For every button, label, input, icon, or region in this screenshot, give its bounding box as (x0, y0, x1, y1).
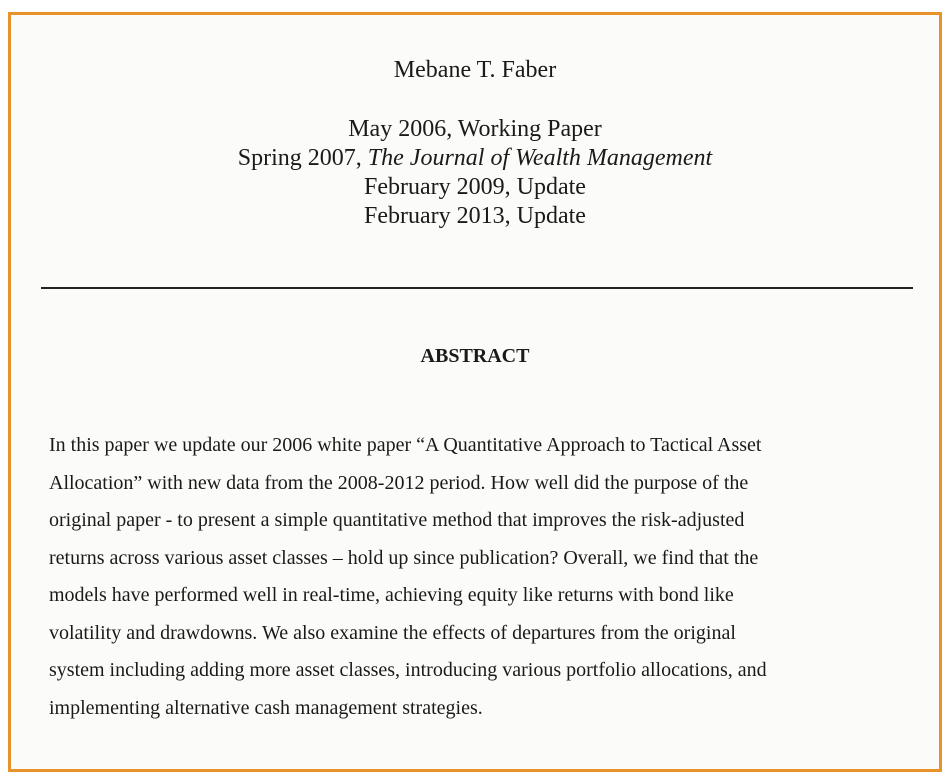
abstract-heading: ABSTRACT (420, 345, 530, 367)
journal-title: The Journal of Wealth Management (367, 145, 713, 171)
abstract-line: implementing alternative cash management strategies. (49, 696, 483, 719)
paper-excerpt-frame (8, 12, 942, 772)
author-name: Mebane T. Faber (393, 57, 557, 83)
abstract-line: returns across various asset classes – hold up since publication? Overall, we find that the (49, 546, 759, 569)
abstract-line: In this paper we update our 2006 white paper “A Quantitative Approach to Tactical Asset (49, 434, 762, 456)
date-line: February 2013, Update (364, 203, 586, 229)
abstract-line: volatility and drawdowns. We also examine the effects of departures from the original (49, 621, 736, 644)
date-line: February 2009, Update (364, 174, 586, 200)
abstract-line: models have performed well in real-time, achieving equity like returns with bond like (49, 584, 734, 606)
abstract-body (49, 427, 921, 727)
abstract-line: original paper - to present a simple quantitative method that improves the risk-adjusted (49, 509, 745, 531)
horizontal-divider (41, 287, 913, 289)
publication-history (11, 115, 939, 231)
date-line: May 2006, Working Paper (348, 116, 602, 142)
date-line: Spring 2007, The Journal of Wealth Management (237, 145, 713, 171)
abstract-line: Allocation” with new data from the 2008-2012 period. How well did the purpose of the (49, 471, 749, 494)
abstract-line: system including adding more asset classes, introducing various portfolio allocations, and (49, 659, 767, 681)
